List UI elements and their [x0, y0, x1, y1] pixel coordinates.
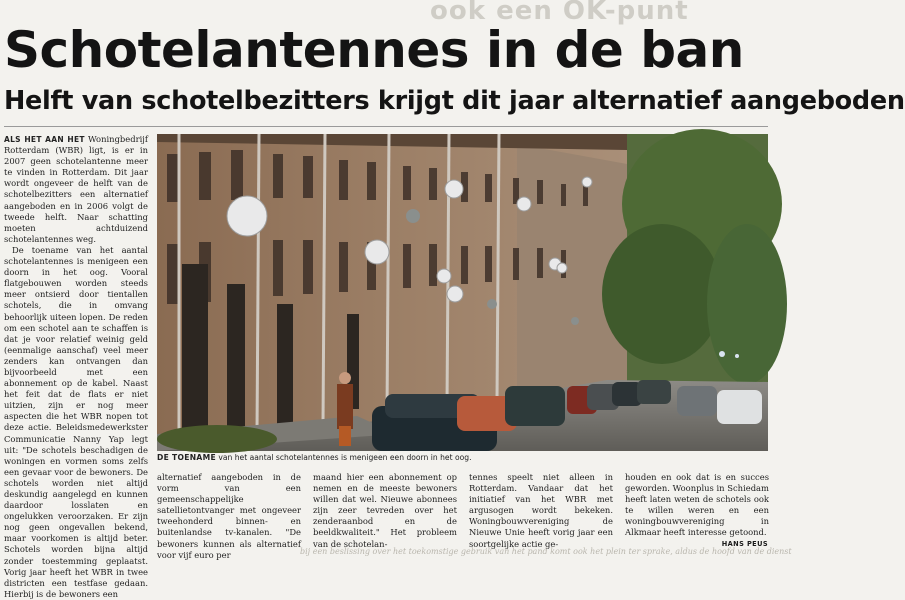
- article-lead-text: Woningbedrijf Rotterdam (WBR) ligt, is er in 2007 geen schotelantenne meer te vinden in Rotterdam. Dit jaar wordt ongeveer de helft van de schotelbezitters een alternatief aangeboden en in 2006 volgt de tweede helft. Naar schatting moeten achtduizend schotelantennes weg.: [4, 134, 148, 244]
- bleed-through-text: ook een OK-punt: [430, 0, 689, 26]
- article-column-4: [469, 472, 613, 552]
- article-column-2: [157, 472, 301, 560]
- headline: Schotelantennes in de ban: [4, 21, 744, 79]
- street-with-satellite-dishes-image: [157, 134, 768, 451]
- subheadline: Helft van schotelbezitters krijgt dit jaar alternatief aangeboden: [4, 86, 905, 116]
- byline: HANS PEUS: [721, 540, 768, 548]
- caption-lead: DE TOENAME: [157, 453, 216, 462]
- article-column-3: [313, 472, 457, 552]
- bleed-through-footer-text: bij een beslissing over het toekomstige gebruik van het pand komt ook het plein ter sprake, aldus de hoofd van de dienst: [300, 547, 792, 556]
- article-column-3-text: maand hier een abonnement op nemen en de meeste bewoners willen dat wel. Nieuwe abonnees zijn zeer tevreden over het zenderaanbod en de beeldkwaliteit." Het probleem van de schotelan-: [313, 472, 457, 549]
- article-column-1: [4, 134, 148, 599]
- article-paragraph: De toename van het aantal schotelantennes is menigeen een doorn in het oog. Vooral flatgebouwen worden steeds meer ontsierd door tientallen schotels, die in omvang behoorlijk uiteen lopen. De reden om een schotel aan te schaffen is dat je voor relatief weinig geld (eenmalige aanschaf) veel meer zenders kan ontvangen dan bijvoorbeeld met een abonnement op de kabel. Naast het feit dat de flats er niet uitzien, zijn er nog meer aspecten die het WBR nopen tot deze actie. Beleidsmedewerkster Communicatie Nanny Yap legt uit: "De schotels beschadigen de woningen en vormen soms zelfs een gevaar voor de bewoners. De schotels worden niet altijd deskundig aangelegd en kunnen daardoor losslaten en ongelukken veroorzaken. Er zijn nog geen ongevallen bekend, maar voorkomen is altijd beter. Schotels worden bijna altijd zonder toestemming geplaatst. Vorig jaar heeft het WBR in twee districten een testfase gedaan. Hierbij is de bewoners een: [4, 244, 148, 599]
- article-column-4-text: tennes speelt niet alleen in Rotterdam. Vandaar dat het initiatief van het WBR met argusogen wordt bekeken. Woningbouwvereniging de Nieuwe Unie heeft vorig jaar een soortgelijke actie ge-: [469, 472, 613, 549]
- photo-caption: [157, 452, 768, 464]
- article-lead-paragraph: [4, 134, 148, 245]
- article-kicker: ALS HET AAN HET: [4, 135, 85, 144]
- news-photo: [157, 134, 768, 451]
- headline-rule: [4, 126, 768, 127]
- caption-text: van het aantal schotelantennes is menigeen een doorn in het oog.: [215, 453, 472, 462]
- article-column-2-text: alternatief aangeboden in de vorm van een gemeenschappelijke satellietontvanger met ongeveer tweehonderd binnen- en buitenlandse tv-kanalen. "De bewoners kunnen als alternatief voor vijf euro per: [157, 472, 301, 560]
- article-column-5-text: houden en ook dat is en succes geworden. Woonplus in Schiedam heeft laten weten de schotels ook te willen weren en een woningbouwvereniging in Alkmaar heeft interesse getoond.: [625, 472, 769, 538]
- article-column-5: [625, 472, 769, 536]
